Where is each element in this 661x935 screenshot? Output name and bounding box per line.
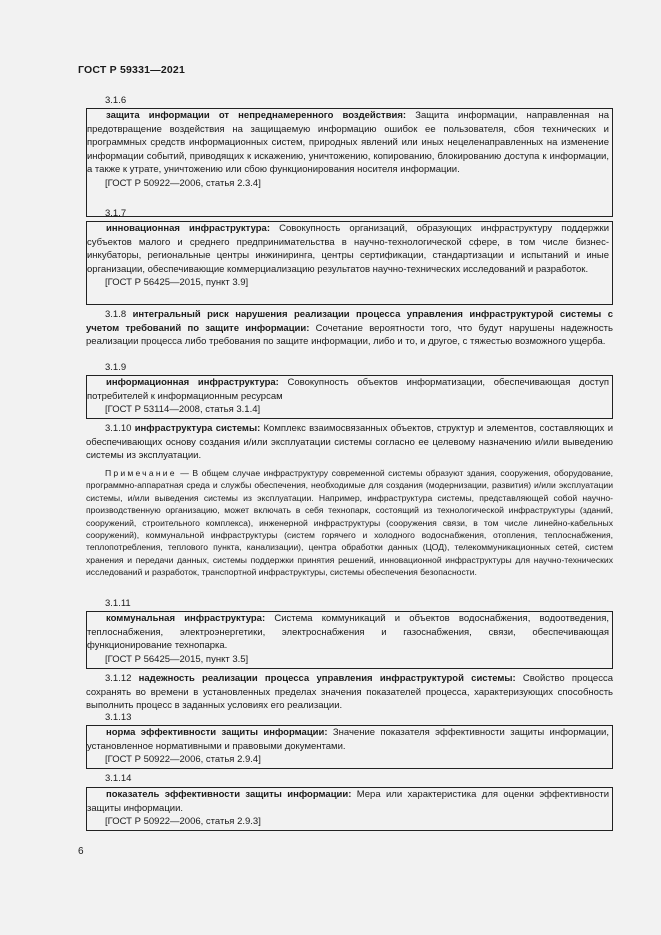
section-number: 3.1.11 <box>105 598 131 609</box>
definition-text: норма эффективности защиты информации: Значение показателя эффективности защиты информации, установленное нормативными и правовыми документами. <box>87 727 609 752</box>
source-reference: [ГОСТ Р 53114—2008, статья 3.1.4] <box>105 404 261 416</box>
term: защита информации от непреднамеренного воздействия: <box>106 110 407 121</box>
definition-text: защита информации от непреднамеренного воздействия: Защита информации, направленная на предотвращение воздействия на защищаемую информацию ошибок ее пользователя, сбоя технических и программных средств информационных систем, природных явлений или иных нецеленаправленных на изменение информации событий, приводящих к искажению, уничтожению, копированию, блокированию доступа к информации, а также к утрате, уничтожению или сбою функционирования носителя информации. <box>87 110 609 176</box>
definition-box <box>86 611 613 669</box>
term: инновационная инфраструктура: <box>106 223 270 234</box>
source-reference: [ГОСТ Р 50922—2006, статья 2.3.4] <box>105 177 261 189</box>
definition-box <box>86 108 613 217</box>
source-reference: [ГОСТ Р 50922—2006, статья 2.9.4] <box>105 754 261 766</box>
term: информационная инфраструктура: <box>106 377 279 388</box>
source-reference: [ГОСТ Р 56425—2015, пункт 3.5] <box>105 653 249 665</box>
source-reference: [ГОСТ Р 50922—2006, статья 2.9.3] <box>105 816 261 828</box>
definition-text: показатель эффективности защиты информации: Мера или характеристика для оценки эффективности защиты информации. <box>87 789 609 814</box>
standard-header: ГОСТ Р 59331—2021 <box>78 64 186 76</box>
term: инфраструктура системы: <box>134 423 261 434</box>
definition-text: инновационная инфраструктура: Совокупность организаций, образующих инфраструктуру поддержки субъектов малого и среднего предпринимательства в научно-технологической сфере, в том числе бизнес-инкубаторы, региональные центры инжиниринга, центры сертификации, стандартизации и испытаний и иные организации, обеспечивающие коммерциализацию результатов научно-технических исследований и разработок. <box>87 223 609 275</box>
definition-paragraph: 3.1.10 инфраструктура системы: Комплекс взаимосвязанных объектов, структур и элементов, составляющих и обеспечивающих основу создания и/или эксплуатации системы согласно ее целевому назначению и/или выведению системы из эксплуатации. <box>86 423 613 462</box>
page-number: 6 <box>78 846 84 857</box>
term: норма эффективности защиты информации: <box>106 727 328 738</box>
section-number: 3.1.9 <box>105 362 127 373</box>
definition-paragraph: 3.1.12 надежность реализации процесса управления инфраструктурой системы: Свойство процесса сохранять во времени в установленных пределах значения показателей процесса, характеризующих способность выполнить процесс в заданных условиях его реализации. <box>86 673 613 712</box>
definition-box <box>86 221 613 305</box>
note-block <box>86 467 613 579</box>
note-text: — В общем случае инфраструктуру современной системы образуют здания, сооружения, оборудование, программно-аппаратная среда и службы обеспечения, необходимые для создания (модернизации, развития) и/или эксплуатации системы, и/или выведения системы из эксплуатации. Например, инфраструктура системы, представляющей собой научно-производственную организацию, может включать в себя технопарк, состоящий из технологической инфраструктуры (зданий, сооружений, строительного комплекса), инженерной инфраструктуры (сооружения связи, в том числе линейно-кабельных сооружений), коммунальной инфраструктуры (систем горячего и холодного водоснабжения, отопления, теплоснабжения, теплопотребления, теплового пункта, канализации), центра обработки данных (ЦОД), телекоммуникационных сетей, систем хранения и передачи данных, системы поддержки принятия решений, инновационной инфраструктуры для научно-технических исследований и разработок, транспортной инфраструктуры, системы обеспечения безопасности. <box>86 468 613 578</box>
definition-text: коммунальная инфраструктура: Система коммуникаций и объектов водоснабжения, водоотведения, теплоснабжения, электроэнергетики, электроснабжения и газоснабжения, связи, обеспечивающая функционирование технопарка. <box>87 613 609 652</box>
section-number: 3.1.6 <box>105 95 127 106</box>
section-number: 3.1.14 <box>105 773 132 784</box>
term: коммунальная инфраструктура: <box>106 613 266 624</box>
definition-text: информационная инфраструктура: Совокупность объектов информатизации, обеспечивающая доступ потребителей к информационным ресурсам <box>87 377 609 402</box>
definition-paragraph: 3.1.8 интегральный риск нарушения реализации процесса управления инфраструктурой системы с учетом требований по защите информации: Сочетание вероятности того, что будут нарушены надежность реализации процесса либо требования по защите информации, либо и то, и другое, с тяжестью возможного ущерба. <box>86 309 613 348</box>
section-number: 3.1.13 <box>105 712 132 723</box>
term: надежность реализации процесса управления инфраструктурой системы: <box>138 673 516 684</box>
note-label: Примечание <box>105 468 177 478</box>
definition-box <box>86 725 613 769</box>
section-number: 3.1.7 <box>105 208 127 219</box>
term: показатель эффективности защиты информации: <box>106 789 352 800</box>
definition-box <box>86 787 613 831</box>
definition-box <box>86 375 613 419</box>
term: интегральный риск нарушения реализации процесса управления инфраструктурой системы с учетом требований по защите информации: <box>86 309 613 334</box>
source-reference: [ГОСТ Р 56425—2015, пункт 3.9] <box>105 277 249 289</box>
